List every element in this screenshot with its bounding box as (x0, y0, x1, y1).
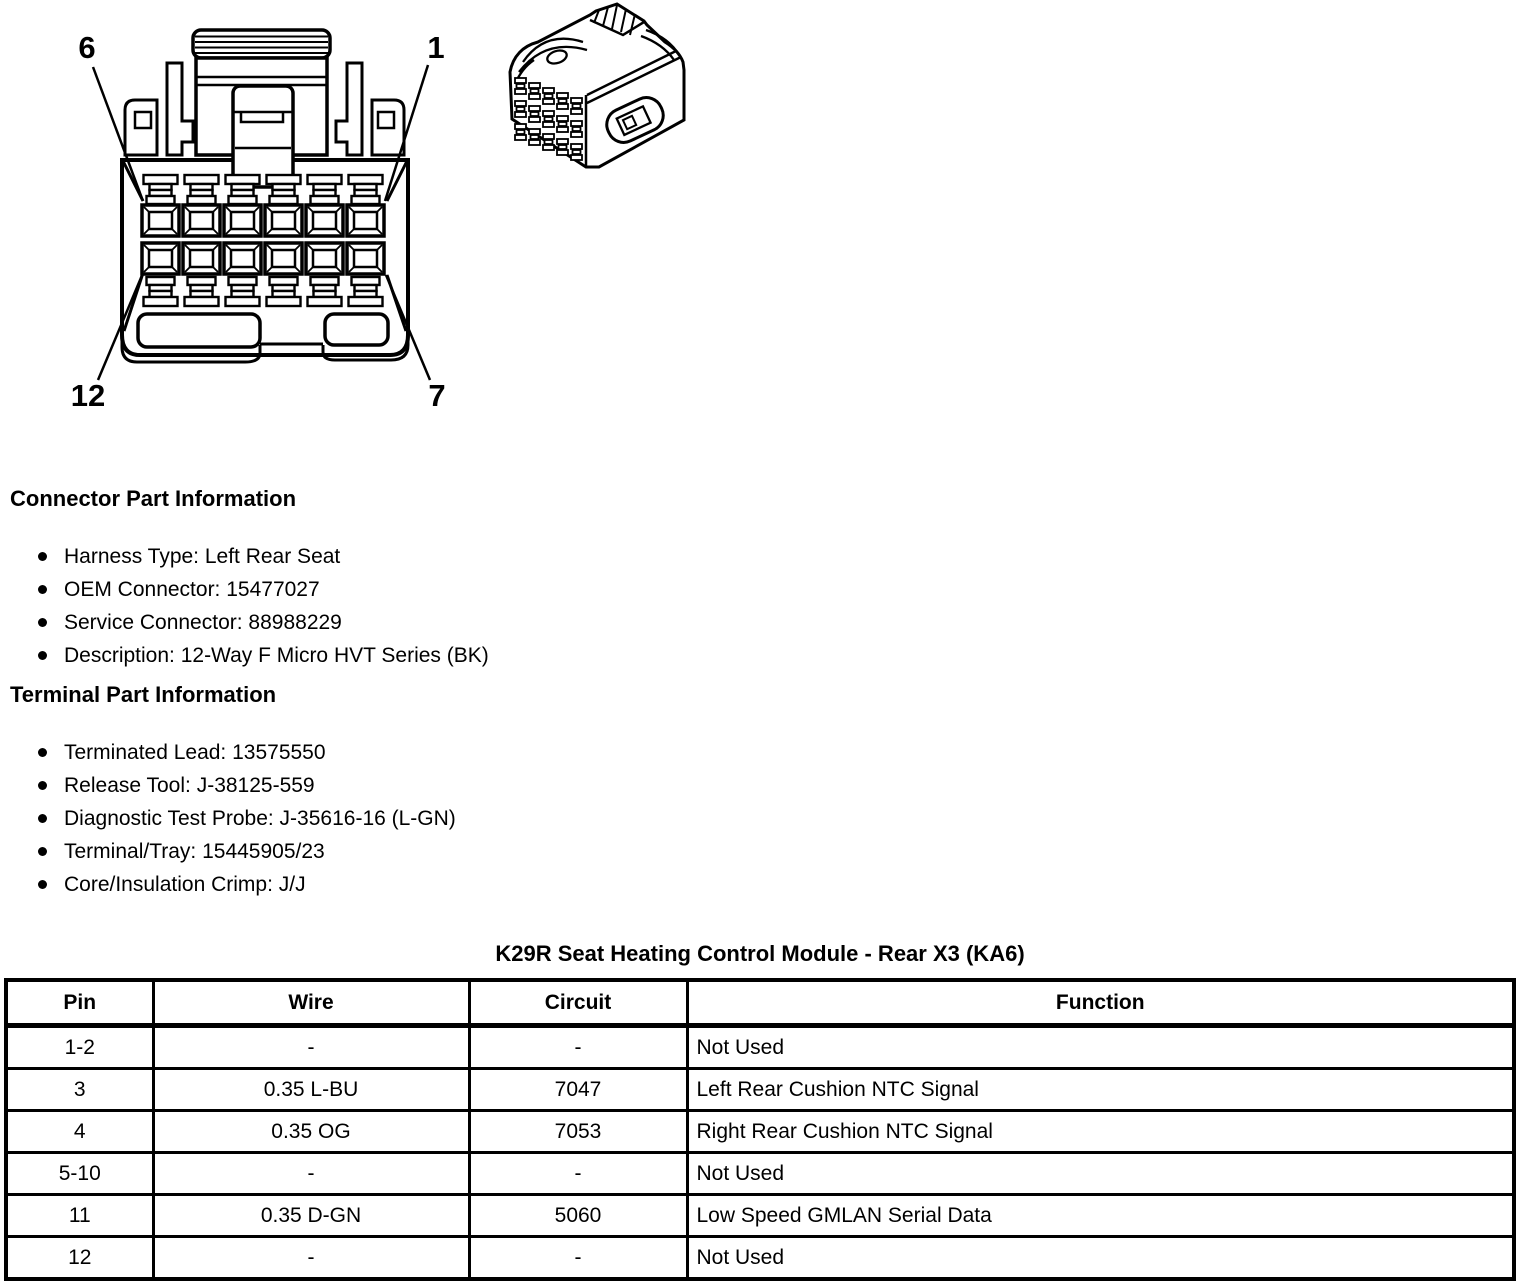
list-item (38, 802, 456, 835)
bullet-icon (38, 585, 47, 594)
list-item-text: Terminal/Tray: 15445905/23 (64, 839, 325, 863)
cell-function: Not Used (687, 1237, 1514, 1280)
cell-circuit: 5060 (469, 1195, 687, 1237)
bullet-icon (38, 781, 47, 790)
pin-label-6: 6 (78, 30, 96, 65)
table-row (6, 1195, 1514, 1237)
list-item (38, 573, 489, 606)
connector-perspective-diagram (495, 0, 710, 190)
terminal-part-info-list (38, 736, 456, 901)
table-row (6, 1111, 1514, 1153)
cell-wire: 0.35 D-GN (153, 1195, 469, 1237)
cell-pin: 1-2 (6, 1026, 153, 1069)
bullet-icon (38, 748, 47, 757)
cell-circuit: 7047 (469, 1069, 687, 1111)
list-item-text: Core/Insulation Crimp: J/J (64, 872, 306, 896)
bullet-icon (38, 814, 47, 823)
table-row (6, 1237, 1514, 1280)
pin-table (4, 978, 1516, 1281)
bullet-icon (38, 618, 47, 627)
bullet-icon (38, 880, 47, 889)
cell-function: Left Rear Cushion NTC Signal (687, 1069, 1514, 1111)
col-header-circuit: Circuit (469, 980, 687, 1026)
cell-circuit: - (469, 1153, 687, 1195)
bullet-icon (38, 552, 47, 561)
list-item-text: Description: 12-Way F Micro HVT Series (BK) (64, 643, 489, 667)
list-item (38, 639, 489, 672)
list-item (38, 868, 456, 901)
cell-wire: - (153, 1026, 469, 1069)
cell-pin: 5-10 (6, 1153, 153, 1195)
list-item (38, 835, 456, 868)
cell-function: Not Used (687, 1026, 1514, 1069)
cell-circuit: - (469, 1026, 687, 1069)
list-item-text: OEM Connector: 15477027 (64, 577, 320, 601)
connector-part-info-heading: Connector Part Information (10, 486, 297, 511)
list-item (38, 769, 456, 802)
pin-label-7: 7 (428, 378, 446, 413)
list-item (38, 606, 489, 639)
connector-latch (233, 86, 293, 187)
pin-table-title: K29R Seat Heating Control Module - Rear X3 (KA6) (495, 941, 1025, 966)
col-header-pin: Pin (6, 980, 153, 1026)
cell-function: Low Speed GMLAN Serial Data (687, 1195, 1514, 1237)
col-header-function: Function (687, 980, 1514, 1026)
table-row (6, 1153, 1514, 1195)
list-item-text: Release Tool: J-38125-559 (64, 773, 315, 797)
list-item (38, 736, 456, 769)
col-header-wire: Wire (153, 980, 469, 1026)
list-item-text: Harness Type: Left Rear Seat (64, 544, 341, 568)
pin-label-1: 1 (427, 30, 445, 65)
table-header-row (6, 980, 1514, 1026)
cell-wire: 0.35 OG (153, 1111, 469, 1153)
cell-pin: 3 (6, 1069, 153, 1111)
cell-pin: 11 (6, 1195, 153, 1237)
cell-wire: - (153, 1237, 469, 1280)
bullet-icon (38, 847, 47, 856)
list-item-text: Terminated Lead: 13575550 (64, 740, 326, 764)
connector-part-info-list (38, 540, 489, 672)
list-item-text: Service Connector: 88988229 (64, 610, 342, 634)
table-row (6, 1069, 1514, 1111)
list-item-text: Diagnostic Test Probe: J-35616-16 (L-GN) (64, 806, 456, 830)
terminal-part-info-heading: Terminal Part Information (10, 682, 277, 707)
list-item (38, 540, 489, 573)
cell-pin: 12 (6, 1237, 153, 1280)
cell-circuit: - (469, 1237, 687, 1280)
bullet-icon (38, 651, 47, 660)
cell-function: Not Used (687, 1153, 1514, 1195)
cell-pin: 4 (6, 1111, 153, 1153)
connector-face-diagram (55, 15, 460, 420)
cell-wire: 0.35 L-BU (153, 1069, 469, 1111)
table-row (6, 1026, 1514, 1069)
cell-function: Right Rear Cushion NTC Signal (687, 1111, 1514, 1153)
cell-wire: - (153, 1153, 469, 1195)
pin-label-12: 12 (70, 378, 106, 413)
cell-circuit: 7053 (469, 1111, 687, 1153)
